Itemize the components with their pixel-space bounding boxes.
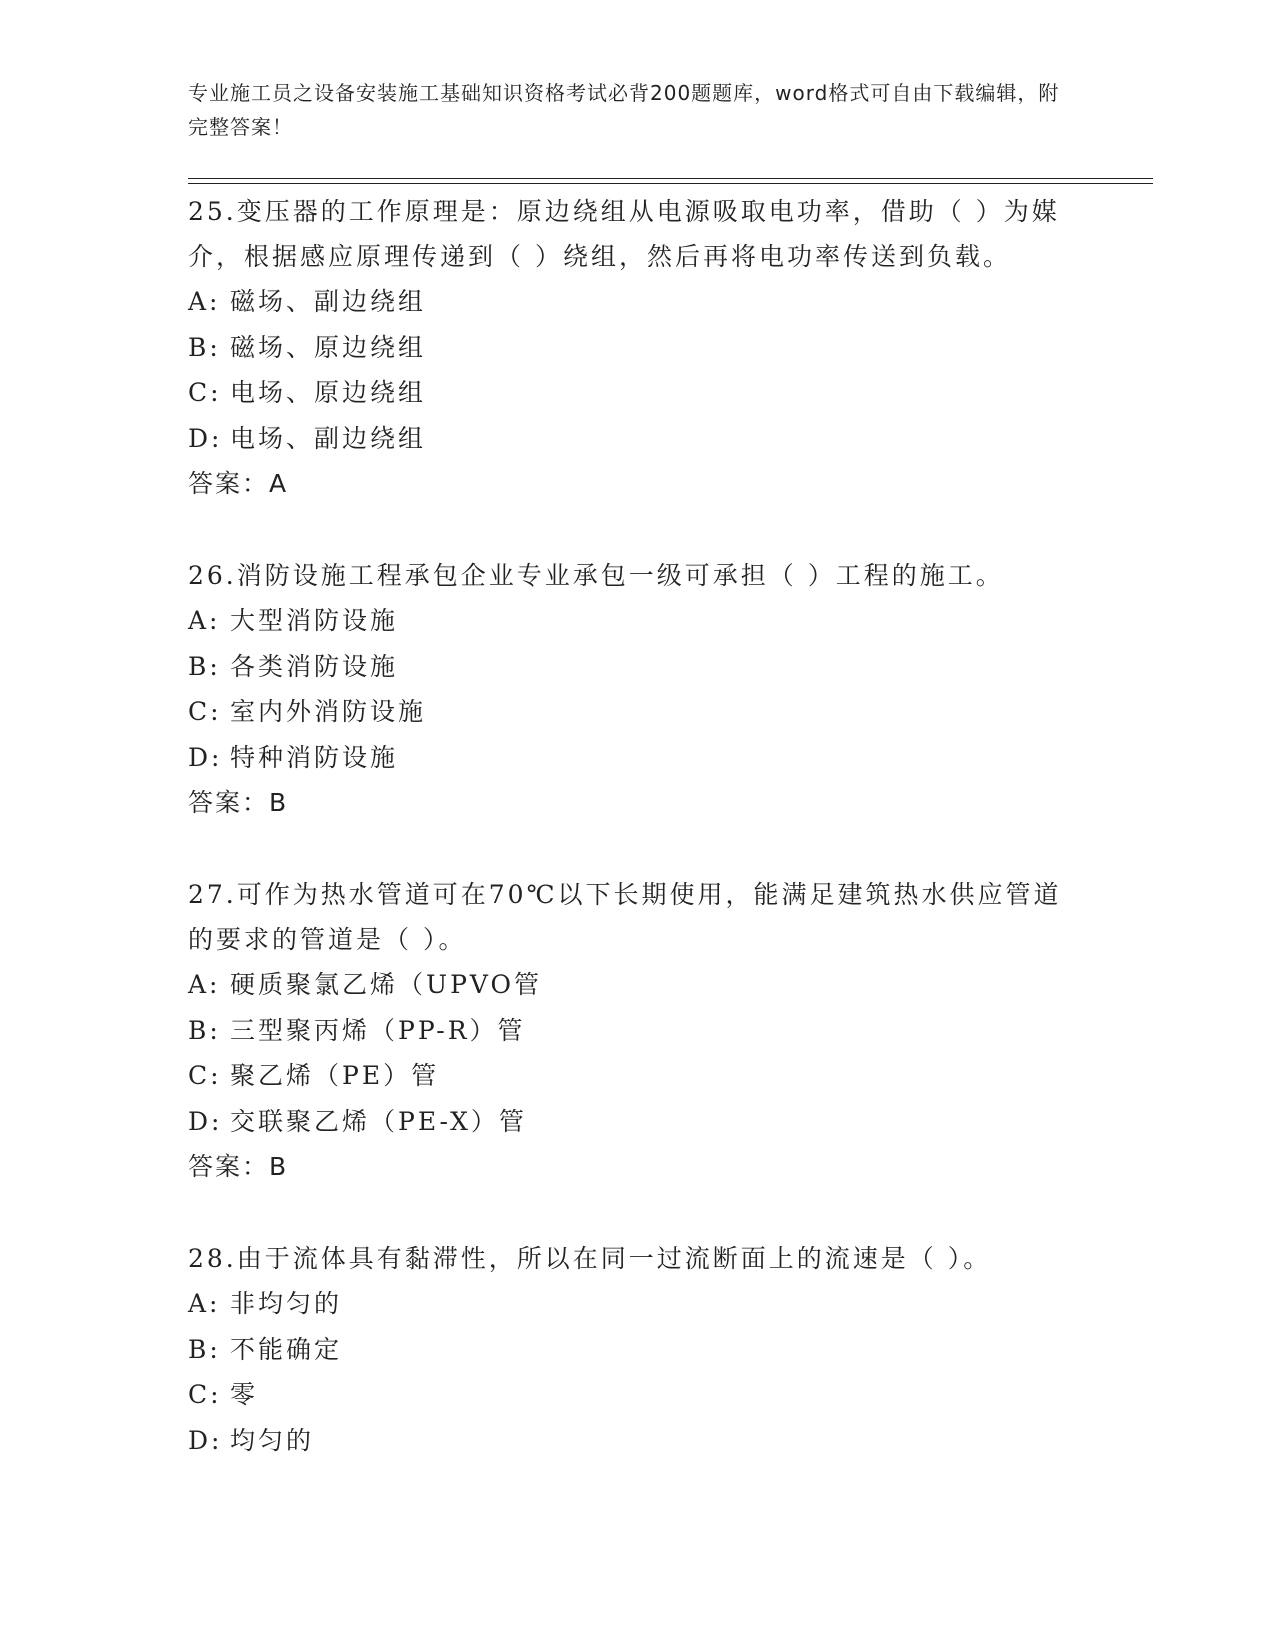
option-text: 聚乙烯（PE）管 — [230, 1061, 440, 1090]
option-letter: D: — [188, 1425, 223, 1455]
option-letter: D: — [188, 1106, 223, 1136]
header-divider-bottom — [188, 183, 1153, 184]
option-d — [188, 1418, 1088, 1464]
option-c — [188, 689, 1088, 735]
option-c — [188, 370, 1088, 416]
option-letter: A: — [188, 606, 221, 635]
option-d — [188, 416, 1088, 462]
option-text: 大型消防设施 — [230, 606, 399, 635]
option-text: 不能确定 — [230, 1334, 343, 1364]
answer-label: 答案：B — [188, 788, 289, 817]
option-text: 零 — [230, 1380, 259, 1409]
option-letter: C: — [188, 697, 222, 726]
option-text: 交联聚乙烯（PE-X）管 — [230, 1106, 527, 1136]
option-b — [188, 644, 1088, 690]
option-text: 三型聚丙烯（PP-R）管 — [230, 1015, 526, 1045]
option-letter: D: — [188, 423, 223, 453]
option-text: 非均匀的 — [230, 1289, 343, 1318]
option-text: 各类消防设施 — [230, 651, 399, 681]
option-letter: C: — [188, 1061, 222, 1090]
option-text: 均匀的 — [230, 1425, 315, 1455]
option-text: 电场、副边绕组 — [230, 423, 427, 453]
option-d — [188, 735, 1088, 781]
question-26 — [188, 553, 1088, 826]
question-stem: 27.可作为热水管道可在70℃以下长期使用，能满足建筑热水供应管道的要求的管道是（ ）。 — [188, 880, 1062, 954]
option-a — [188, 1281, 1088, 1327]
option-c — [188, 1053, 1088, 1099]
answer-label: 答案：A — [188, 469, 289, 498]
option-b — [188, 325, 1088, 371]
option-letter: B: — [188, 1334, 221, 1364]
header-divider-top — [188, 178, 1153, 179]
option-text: 室内外消防设施 — [230, 697, 427, 726]
option-c — [188, 1372, 1088, 1418]
option-letter: A: — [188, 1289, 221, 1318]
option-b — [188, 1008, 1088, 1054]
question-list — [188, 189, 1088, 1509]
option-letter: B: — [188, 1015, 221, 1045]
option-text: 硬质聚氯乙烯（UPVO管 — [230, 970, 543, 999]
option-a — [188, 962, 1088, 1008]
option-text: 磁场、副边绕组 — [230, 287, 427, 316]
document-header: 专业施工员之设备安装施工基础知识资格考试必背200题题库，word格式可自由下载编辑，附完整答案！ — [188, 81, 1060, 139]
option-letter: D: — [188, 742, 223, 772]
option-letter: A: — [188, 970, 221, 999]
option-text: 磁场、原边绕组 — [230, 332, 427, 362]
question-25 — [188, 189, 1088, 507]
option-text: 特种消防设施 — [230, 742, 399, 772]
question-stem: 25.变压器的工作原理是：原边绕组从电源吸取电功率，借助（ ）为媒介，根据感应原理传递到（ ）绕组，然后再将电功率传送到负载。 — [188, 197, 1060, 271]
option-text: 电场、原边绕组 — [230, 378, 427, 407]
question-28 — [188, 1236, 1088, 1463]
option-letter: A: — [188, 287, 221, 316]
question-stem: 26.消防设施工程承包企业专业承包一级可承担（ ）工程的施工。 — [188, 561, 1004, 590]
question-stem: 28.由于流体具有黏滞性，所以在同一过流断面上的流速是（ ）。 — [188, 1244, 992, 1273]
answer-label: 答案：B — [188, 1152, 289, 1181]
option-a — [188, 279, 1088, 325]
question-27 — [188, 872, 1088, 1190]
option-b — [188, 1327, 1088, 1373]
option-letter: C: — [188, 1380, 222, 1409]
option-a — [188, 598, 1088, 644]
option-letter: C: — [188, 378, 222, 407]
option-d — [188, 1099, 1088, 1145]
option-letter: B: — [188, 651, 221, 681]
option-letter: B: — [188, 332, 221, 362]
